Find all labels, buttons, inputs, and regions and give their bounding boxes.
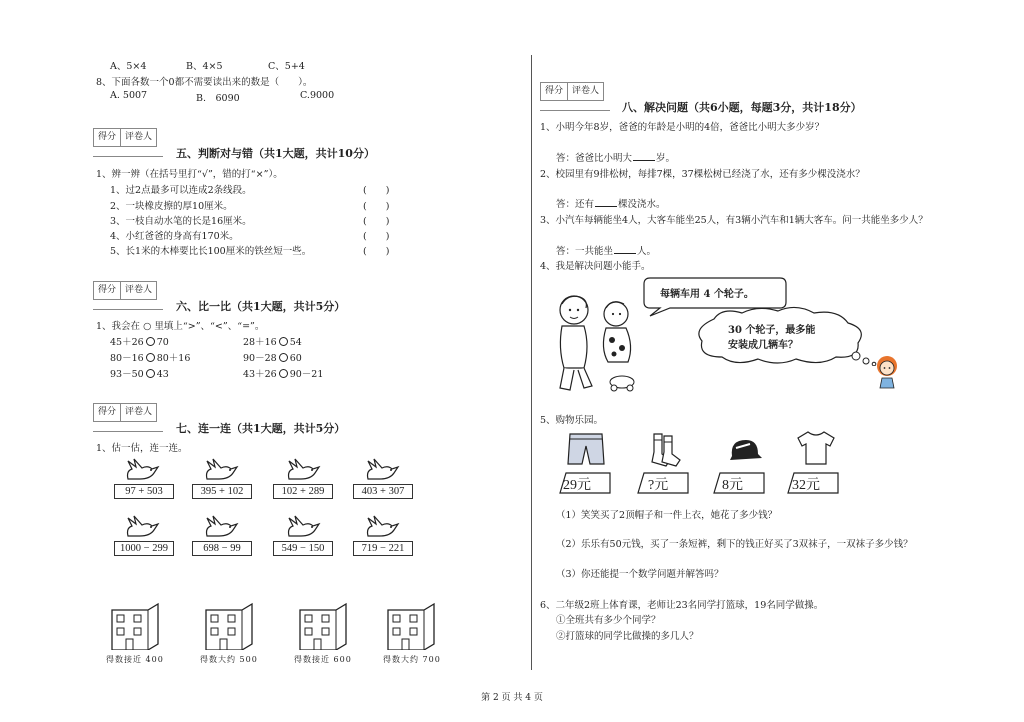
expr-box[interactable]: 403 + 307 bbox=[353, 484, 413, 499]
compare-left: 28＋16 bbox=[243, 337, 277, 348]
answer-blank[interactable] bbox=[614, 253, 636, 254]
dove-icon bbox=[283, 457, 323, 483]
answer-blank[interactable] bbox=[595, 206, 617, 207]
expr-box[interactable]: 395 + 102 bbox=[192, 484, 252, 499]
dove-icon bbox=[201, 457, 241, 483]
compare-right: 54 bbox=[289, 337, 302, 348]
q5-2: （2）乐乐有50元钱，买了一条短裤，剩下的钱正好买了3双袜子，一双袜子多少钱？ bbox=[556, 539, 913, 550]
score-label: 得分 bbox=[94, 129, 121, 146]
compare-left: 80－16 bbox=[110, 353, 144, 364]
a2-suffix: 棵没浇水。 bbox=[618, 199, 666, 210]
building-label: 得数大约 700 bbox=[383, 655, 441, 664]
compare-row-3 bbox=[110, 366, 169, 380]
compare-left: 90－28 bbox=[243, 353, 277, 364]
q3-text: 3、小汽车每辆能坐4人，大客车能坐25人，有3辆小汽车和1辆大客车。问一共能坐多少人？ bbox=[540, 215, 928, 226]
price-label: 8元 bbox=[722, 478, 743, 493]
page-footer: 第 2 页 共 4 页 bbox=[481, 693, 543, 703]
q7-option-c: C、5+4 bbox=[268, 61, 305, 72]
q8-option-a: A. 5007 bbox=[110, 90, 148, 101]
sec6-instruction: 1、我会在 ○ 里填上“>”、“<”、“=”。 bbox=[96, 321, 265, 332]
sec5-item-2: 2、一块橡皮擦的厚10厘米。 bbox=[110, 201, 233, 212]
building-label: 得数接近 600 bbox=[294, 655, 352, 664]
tshirt-icon bbox=[796, 430, 836, 466]
compare-circle[interactable] bbox=[279, 369, 288, 378]
grader-label: 评卷人 bbox=[572, 86, 600, 96]
score-label: 得分 bbox=[541, 83, 568, 100]
answer-paren-2[interactable]: ( ) bbox=[363, 201, 390, 212]
expr-box[interactable]: 549 − 150 bbox=[273, 541, 333, 556]
dove-icon bbox=[362, 457, 402, 483]
q5-3: （3）你还能提一个数学问题并解答吗？ bbox=[556, 569, 724, 580]
expr-box[interactable]: 102 + 289 bbox=[273, 484, 333, 499]
q6-1: ①全班共有多少个同学？ bbox=[556, 615, 661, 626]
compare-row-1 bbox=[110, 334, 169, 348]
price-label: 32元 bbox=[792, 478, 820, 493]
compare-circle[interactable] bbox=[146, 337, 155, 346]
dove-icon bbox=[122, 514, 162, 540]
expr-box[interactable]: 698 − 99 bbox=[192, 541, 252, 556]
cap-icon bbox=[724, 436, 764, 464]
building-icon[interactable] bbox=[296, 602, 350, 650]
q8-text: 8、下面各数一个0都不需要读出来的数是（ ）。 bbox=[96, 77, 313, 88]
sec5-item-5: 5、长1米的木棒要比长100厘米的铁丝短一些。 bbox=[110, 246, 312, 257]
socks-icon bbox=[646, 432, 686, 468]
compare-right: 70 bbox=[156, 337, 169, 348]
score-underline bbox=[93, 309, 163, 310]
answer-paren-1[interactable]: ( ) bbox=[363, 185, 390, 196]
sec5-item-3: 3、一枝自动水笔的长是16厘米。 bbox=[110, 216, 252, 227]
grader-label: 评卷人 bbox=[125, 285, 153, 295]
q8-option-b: B. 6090 bbox=[196, 93, 240, 104]
score-underline bbox=[540, 110, 610, 111]
score-label: 得分 bbox=[94, 282, 121, 299]
grader-label: 评卷人 bbox=[125, 132, 153, 142]
compare-row-1b bbox=[243, 334, 302, 348]
a3-prefix: 答：一共能坐 bbox=[556, 246, 614, 257]
answer-blank[interactable] bbox=[633, 160, 655, 161]
compare-circle[interactable] bbox=[146, 353, 155, 362]
compare-right: 80＋16 bbox=[156, 353, 191, 364]
q7-option-a: A、5×4 bbox=[110, 61, 147, 72]
compare-right: 43 bbox=[156, 369, 169, 380]
sec5-item-4: 4、小红爸爸的身高有170米。 bbox=[110, 231, 239, 242]
building-icon[interactable] bbox=[108, 602, 162, 650]
q1-text: 1、小明今年8岁，爸爸的年龄是小明的4倍，爸爸比小明大多少岁？ bbox=[540, 122, 825, 133]
sec7-title: 七、连一连（共1大题，共计5分） bbox=[176, 422, 346, 435]
compare-circle[interactable] bbox=[146, 369, 155, 378]
expr-box[interactable]: 97 + 503 bbox=[114, 484, 174, 499]
bubble2-line1: 30 个轮子，最多能 bbox=[728, 325, 816, 336]
building-icon[interactable] bbox=[384, 602, 438, 650]
score-box-sec5 bbox=[93, 128, 157, 147]
q5-text: 5、购物乐园。 bbox=[540, 415, 604, 426]
sec7-instruction: 1、估一估，连一连。 bbox=[96, 443, 188, 454]
dove-icon bbox=[201, 514, 241, 540]
sec5-title: 五、判断对与错（共1大题，共计10分） bbox=[176, 147, 375, 160]
compare-row-2 bbox=[110, 350, 190, 364]
sec5-instruction: 1、辨一辨（在括号里打“√”，错的打“×”）。 bbox=[96, 169, 283, 180]
compare-circle[interactable] bbox=[279, 353, 288, 362]
a1-line bbox=[556, 150, 675, 164]
dove-icon bbox=[122, 457, 162, 483]
q6-2: ②打篮球的同学比做操的多几人？ bbox=[556, 631, 699, 642]
expr-box[interactable]: 719 − 221 bbox=[353, 541, 413, 556]
price-label: 29元 bbox=[563, 478, 591, 493]
score-box-sec8 bbox=[540, 82, 604, 101]
q7-option-b: B、4×5 bbox=[186, 61, 223, 72]
bubble2-line2: 安装成几辆车？ bbox=[728, 340, 798, 351]
column-divider bbox=[531, 55, 532, 670]
score-box-sec7 bbox=[93, 403, 157, 422]
bubble1-text: 每辆车用 4 个轮子。 bbox=[660, 289, 754, 300]
q4-text: 4、我是解决问题小能手。 bbox=[540, 261, 651, 272]
expr-box[interactable]: 1000 − 299 bbox=[114, 541, 174, 556]
a2-line bbox=[556, 196, 666, 210]
dove-icon bbox=[362, 514, 402, 540]
sec8-title: 八、解决问题（共6小题，每题3分，共计18分） bbox=[622, 101, 862, 114]
shorts-icon bbox=[566, 432, 606, 466]
answer-paren-3[interactable]: ( ) bbox=[363, 216, 390, 227]
compare-left: 93－50 bbox=[110, 369, 144, 380]
a3-suffix: 人。 bbox=[637, 246, 657, 257]
score-underline bbox=[93, 156, 163, 157]
compare-row-2b bbox=[243, 350, 302, 364]
a1-suffix: 岁。 bbox=[656, 153, 676, 164]
answer-paren-4[interactable]: ( ) bbox=[363, 231, 390, 242]
children-illustration bbox=[550, 288, 650, 400]
dove-icon bbox=[283, 514, 323, 540]
q6-text: 6、二年级2班上体育课，老师让23名同学打篮球，19名同学做操。 bbox=[540, 600, 824, 611]
a2-prefix: 答：还有 bbox=[556, 199, 595, 210]
compare-right: 60 bbox=[289, 353, 302, 364]
compare-left: 45＋26 bbox=[110, 337, 144, 348]
compare-left: 43＋26 bbox=[243, 369, 277, 380]
score-underline bbox=[93, 431, 163, 432]
compare-right: 90－21 bbox=[289, 369, 324, 380]
girl-icon bbox=[872, 354, 902, 390]
q2-text: 2、校园里有9排松树，每排7棵，37棵松树已经浇了水，还有多少棵没浇水？ bbox=[540, 169, 865, 180]
a1-prefix: 答：爸爸比小明大 bbox=[556, 153, 633, 164]
q8-option-c: C.9000 bbox=[300, 90, 335, 101]
sec6-title: 六、比一比（共1大题，共计5分） bbox=[176, 300, 346, 313]
price-label: ?元 bbox=[648, 478, 669, 493]
building-icon[interactable] bbox=[202, 602, 256, 650]
q5-1: （1）笑笑买了2顶帽子和一件上衣，她花了多少钱？ bbox=[556, 510, 778, 521]
grader-label: 评卷人 bbox=[125, 407, 153, 417]
answer-paren-5[interactable]: ( ) bbox=[363, 246, 390, 257]
score-label: 得分 bbox=[94, 404, 121, 421]
sec5-item-1: 1、过2点最多可以连成2条线段。 bbox=[110, 185, 252, 196]
building-label: 得数接近 400 bbox=[106, 655, 164, 664]
a3-line bbox=[556, 243, 656, 257]
compare-row-3b bbox=[243, 366, 323, 380]
building-label: 得数大约 500 bbox=[200, 655, 258, 664]
score-box-sec6 bbox=[93, 281, 157, 300]
compare-circle[interactable] bbox=[279, 337, 288, 346]
